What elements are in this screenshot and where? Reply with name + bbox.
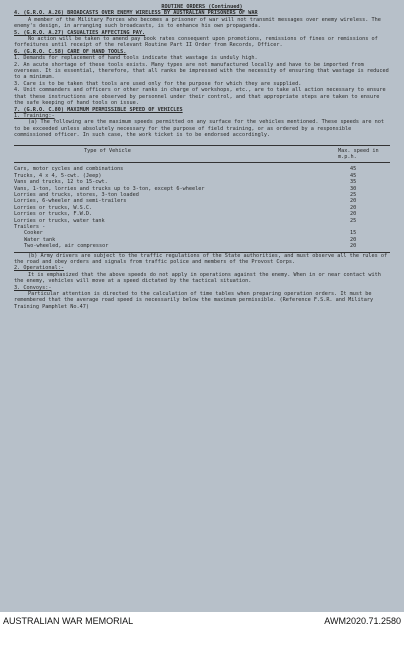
vehicle-type: Water tank <box>24 236 56 243</box>
max-speed: 25 <box>350 217 357 224</box>
section-7-heading: 7. (G.R.O. C.80) MAXIMUM PERMISSIBLE SPEED OF VEHICLES <box>14 106 183 113</box>
max-speed: 20 <box>350 243 357 250</box>
vehicle-type: Trailers - <box>14 224 46 230</box>
section-6-heading: 6. (G.R.O. C.58) CARE OF HAND TOOLS. <box>14 48 127 55</box>
section-4-heading: 4. (G.R.O. A.26) BROADCASTS OVER ENEMY WIRELESS BY AUSTRALIAN PRISONERS OF WAR <box>14 10 258 17</box>
max-speed: 45 <box>350 166 357 173</box>
section-6-item-3: 3. Care is to be taken that tools are used only for the purpose for which they are supplied. <box>14 80 302 87</box>
archive-footer <box>0 614 404 653</box>
section-5-heading: 5. (G.R.O. A.27) CASUALTIES AFFECTING PAY. <box>14 29 146 36</box>
training-b: (b) Army drivers are subject to the traffic regulations of the State authorities, and must observe all the rules of the road and obey orders and signals from traffic police and members of the Provost Corps. <box>14 252 388 266</box>
vehicle-type: Trucks, 4 x 4, 5-cwt. (Jeep) <box>14 172 102 179</box>
section-6-item-4: 4. Unit commanders and officers or other ranks in charge of workshops, etc., are to take all action necessary to ensure that these instructions are observed by personnel under their control, and that appropriate steps are taken to ensure the safe keeping of hand tools on issue. <box>14 87 386 107</box>
vehicle-type: Lorries or trucks, F.W.D. <box>14 211 93 218</box>
max-speed: 35 <box>350 179 357 186</box>
speed-table-col-speed: Max. speed in m.p.h. <box>338 147 379 160</box>
speed-table-body <box>14 163 390 252</box>
vehicle-type: Two-wheeled, air compressor <box>24 243 109 250</box>
vehicle-type: Lorries or trucks, water tank <box>14 217 105 224</box>
section-4-body: A member of the Military Forces who becomes a prisoner of war will not transmit messages over enemy wireless. The enemy's design, in arranging such broadcasts, is to enhance his own propaganda. <box>14 16 381 30</box>
vehicle-type: Lorries, 6-wheeler and semi-trailers <box>14 198 127 205</box>
max-speed: 15 <box>350 230 357 237</box>
vehicle-type: Cars, motor cycles and combinations <box>14 166 124 173</box>
vehicle-type: Vans and trucks, 12 to 15-cwt. <box>14 179 108 186</box>
max-speed: 30 <box>350 185 357 192</box>
section-6-item-2: 2. An acute shortage of these tools exists. Many types are not manufactured locally and have to be imported from overseas. It is essential, therefore, that all ranks be impressed with the necessity of ensuring that wastage is reduced to a minimum. <box>14 61 389 81</box>
speed-table-header <box>14 145 390 164</box>
speed-table-col-type: Type of Vehicle <box>84 147 131 154</box>
footer-accession: AWM2020.71.2580 <box>324 616 401 626</box>
convoys-body: Particular attention is directed to the calculation of time tables when preparing operation orders. It must be remembered that the average road speed is necessarily below the maximum permissible. (Reference F.S.R. and Military Training Pamphlet No.47) <box>14 291 374 310</box>
vehicle-type: Lorries or trucks, W.S.C. <box>14 204 93 211</box>
max-speed: 20 <box>350 204 357 211</box>
vehicle-type: Lorries and trucks, stores, 3-ton loaded <box>14 191 139 198</box>
vehicle-type: Vans, 1-ton, lorries and trucks up to 3-ton, except 6-wheeler <box>14 185 205 192</box>
operational-label: 2. Operational:- <box>14 265 64 272</box>
max-speed: 20 <box>350 236 357 243</box>
max-speed: 25 <box>350 191 357 198</box>
training-label: 1. Training:- <box>14 112 55 119</box>
vehicle-type: Cooker <box>24 230 43 237</box>
max-speed: 20 <box>350 198 357 205</box>
training-body: (a) The following are the maximum speeds permitted on any surface for the vehicles mentioned. These speeds are not to be exceeded unless absolutely necessary for the purpose of field training, or as ordered by a responsible commissioned officer. In such case, the work ticket is to be endorsed accordingly. <box>14 119 385 139</box>
doc-title: ROUTINE ORDERS (Continued) <box>161 4 243 10</box>
max-speed: 20 <box>350 211 357 218</box>
section-5-body: No action will be taken to amend pay book rates consequent upon promotions, remissions of fines or remissions of forfeitures until receipt of the relevant Routine Part II Order from Records, Officer. <box>14 36 378 49</box>
section-6-item-1: 1. Demands for replacement of hand tools indicate that wastage is unduly high. <box>14 55 258 62</box>
document-body <box>14 4 390 310</box>
convoys-label: 3. Convoys:- <box>14 284 52 291</box>
operational-body: It is emphasized that the above speeds do not apply in operations against the enemy. When in or near contact with the enemy, vehicles will move at a speed dictated by the tactical situation. <box>14 271 381 285</box>
max-speed: 45 <box>350 172 357 179</box>
speed-table-row <box>14 243 390 249</box>
footer-institution: AUSTRALIAN WAR MEMORIAL <box>3 616 134 626</box>
